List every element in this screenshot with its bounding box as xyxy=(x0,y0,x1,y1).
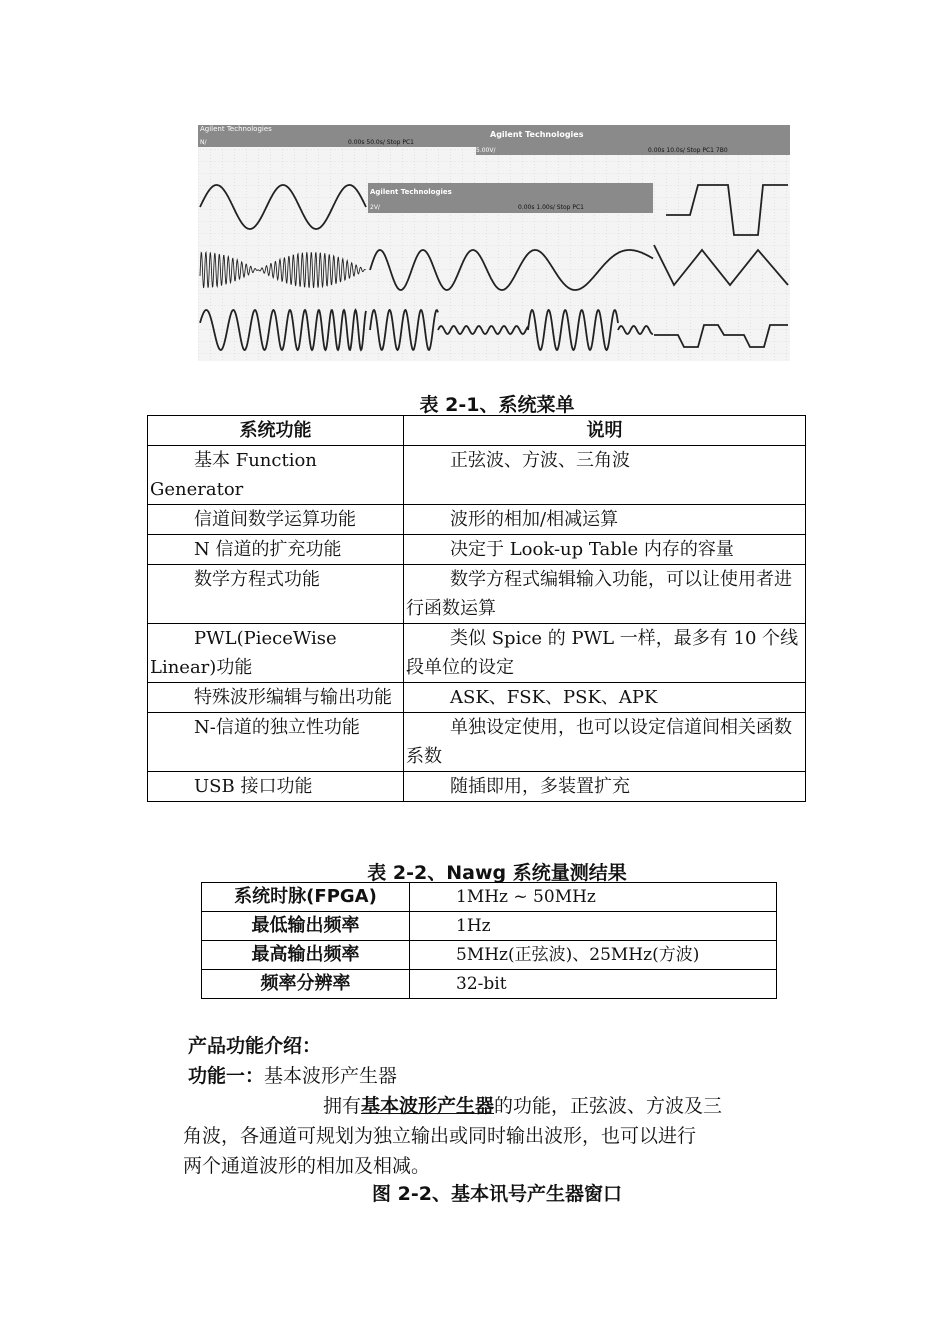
cell-text: USB 接口功能 xyxy=(194,776,313,797)
value-cell: 5MHz(正弦波)、25MHz(方波) xyxy=(410,941,777,970)
cell-text: 随插即用，多装置扩充 xyxy=(450,776,630,797)
value-cell: 32-bit xyxy=(410,970,777,999)
function-cell xyxy=(148,565,404,624)
cell-text: 波形的相加/相减运算 xyxy=(450,509,619,530)
cell-text: ASK、FSK、PSK、APK xyxy=(450,687,658,708)
table2-caption: 表 2-2、Nawg 系统量测结果 xyxy=(367,862,627,884)
function-cell xyxy=(148,446,404,505)
description-cell xyxy=(404,713,806,772)
table-row xyxy=(148,624,806,683)
header-function: 系统功能 xyxy=(148,416,404,446)
description-cell xyxy=(404,565,806,624)
cell-text: 数学方程式功能 xyxy=(194,569,320,590)
paragraph-line-1 xyxy=(183,1091,813,1121)
cell-text: N-信道的独立性功能 xyxy=(194,717,360,738)
scope-panel-2-header xyxy=(476,125,790,155)
table-row xyxy=(148,535,806,565)
description-cell xyxy=(404,624,806,683)
table-row xyxy=(148,683,806,713)
measurement-results-table xyxy=(201,882,777,999)
function-cell xyxy=(148,505,404,535)
description-cell xyxy=(404,446,806,505)
table-row xyxy=(148,446,806,505)
parameter-cell: 频率分辨率 xyxy=(202,970,410,999)
description-cell xyxy=(404,772,806,802)
cell-text: 正弦波、方波、三角波 xyxy=(450,450,630,471)
cell-text: 信道间数学运算功能 xyxy=(194,509,356,530)
cell-text: 基本 Function Generator xyxy=(150,450,317,500)
table-row xyxy=(148,505,806,535)
table-row xyxy=(202,970,777,999)
table-header-row xyxy=(148,416,806,446)
section-heading: 产品功能介绍： xyxy=(188,1035,322,1057)
function-cell xyxy=(148,624,404,683)
svg-text:0.00s 1.00s/ Stop PC1: 0.00s 1.00s/ Stop PC1 xyxy=(518,204,584,211)
cell-text: 决定于 Look-up Table 内存的容量 xyxy=(450,539,734,560)
function-cell xyxy=(148,713,404,772)
parameter-cell: 最高输出频率 xyxy=(202,941,410,970)
function-cell xyxy=(148,772,404,802)
table-row xyxy=(148,565,806,624)
function-cell xyxy=(148,535,404,565)
feature-paragraph xyxy=(183,1091,813,1181)
header-description: 说明 xyxy=(404,416,806,446)
svg-text:Agilent Technologies: Agilent Technologies xyxy=(200,125,272,133)
svg-text:5.00V/: 5.00V/ xyxy=(476,147,496,154)
table-row xyxy=(148,713,806,772)
scope-panel-1-header xyxy=(198,125,498,147)
svg-text:0.00s 50.0s/ Stop PC1: 0.00s 50.0s/ Stop PC1 xyxy=(348,139,414,146)
value-cell: 1Hz xyxy=(410,912,777,941)
paragraph-line-3: 两个通道波形的相加及相减。 xyxy=(183,1155,431,1177)
table-row xyxy=(148,772,806,802)
description-cell xyxy=(404,683,806,713)
oscilloscope-collage xyxy=(198,125,790,361)
svg-text:0.00s 10.0s/ Stop PC1 7: 0.00s 10.0s/ Stop PC1 7B0 xyxy=(648,147,728,154)
parameter-cell: 系统时脉(FPGA) xyxy=(202,883,410,912)
paragraph-line-2: 角波，各通道可规划为独立输出或同时输出波形，也可以进行 xyxy=(183,1125,697,1147)
cell-text: N 信道的扩充功能 xyxy=(194,539,342,560)
description-cell xyxy=(404,505,806,535)
cell-text: 数学方程式编辑输入功能，可以让使用者进行函数运算 xyxy=(406,569,792,619)
cell-text: 特殊波形编辑与输出功能 xyxy=(194,687,392,708)
feature-title xyxy=(188,1061,397,1091)
cell-text: 类似 Spice 的 PWL 一样，最多有 10 个线段单位的设定 xyxy=(406,628,799,678)
feature-label: 功能一： xyxy=(188,1065,265,1087)
basic-waveform-generator-link[interactable]: 基本波形产生器 xyxy=(361,1095,495,1117)
cell-text: PWL(PieceWise Linear)功能 xyxy=(150,628,337,678)
feature-name: 基本波形产生器 xyxy=(264,1065,398,1087)
svg-text:Agilent Technologies: Agilent Technologies xyxy=(490,130,584,139)
function-cell xyxy=(148,683,404,713)
description-cell xyxy=(404,535,806,565)
svg-text:Agilent Technologies: Agilent Technologies xyxy=(370,188,452,196)
system-menu-table xyxy=(147,415,806,802)
para-line1-rest: 的功能，正弦波、方波及三 xyxy=(494,1095,723,1117)
para-pre: 拥有 xyxy=(323,1095,362,1117)
scope-panel-3-header xyxy=(368,183,653,213)
parameter-cell: 最低输出频率 xyxy=(202,912,410,941)
table-row xyxy=(202,912,777,941)
figure-caption: 图 2-2、基本讯号产生器窗口 xyxy=(372,1183,622,1205)
value-cell: 1MHz ~ 50MHz xyxy=(410,883,777,912)
table1-caption: 表 2-1、系统菜单 xyxy=(419,394,575,416)
svg-text:2V/: 2V/ xyxy=(370,204,380,211)
svg-text:N/: N/ xyxy=(200,139,207,146)
table-row xyxy=(202,883,777,912)
cell-text: 单独设定使用，也可以设定信道间相关函数系数 xyxy=(406,717,792,767)
table-row xyxy=(202,941,777,970)
